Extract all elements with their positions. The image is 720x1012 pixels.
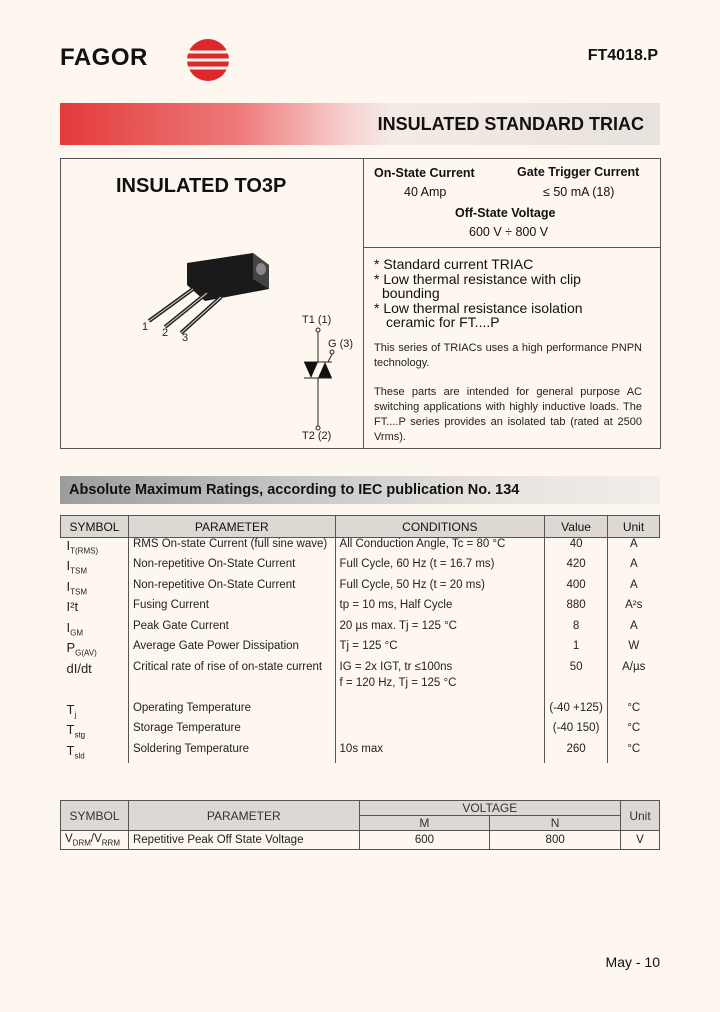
value-cell: 420 [545,558,608,579]
title-banner [60,103,660,145]
feature-list [374,257,654,330]
terminal-t2-label: T2 (2) [302,430,332,442]
voltage-symbol-cell: $V_{DRM}/V_{RRM}$ [61,831,129,850]
table-row [61,599,660,620]
unit-cell: A [608,558,660,579]
symbol-cell: $I_{T(RMS)}$ [66,538,99,556]
off-state-voltage-value: 600 V ÷ 800 V [469,225,549,239]
unit-cell: W [608,640,660,661]
symbol-cell: I²t [66,599,79,614]
symbol-cell: $P_{G(AV)}$ [66,640,97,658]
feature-item: bounding [382,285,440,301]
parameter-cell: Critical rate of rise of on-state current [128,661,335,702]
unit-cell: °C [608,702,660,723]
gate-trigger-current-label: Gate Trigger Current [517,165,640,179]
table-row [61,722,660,743]
voltage-table [60,800,660,850]
voltage-header-unit: Unit [621,801,660,831]
pin-label-1: 1 [142,321,149,333]
column-header-symbol: SYMBOL [61,516,129,538]
table-row [61,620,660,641]
voltage-parameter-cell: Repetitive Peak Off State Voltage [128,831,359,850]
parameter-cell: Average Gate Power Dissipation [128,640,335,661]
unit-cell: A [608,538,660,559]
voltage-m-cell: 600 [359,831,490,850]
feature-item: * Standard current TRIAC [374,256,534,272]
on-state-current-label: On-State Current [374,166,475,180]
voltage-header-n: N [490,816,621,831]
voltage-header-voltage: VOLTAGE [359,801,620,816]
table-row [61,702,660,723]
frame-divider-horizontal [363,247,661,248]
value-cell: 400 [545,579,608,600]
abs-max-section-bar [60,476,660,504]
parameter-cell: RMS On-state Current (full sine wave) [128,538,335,559]
value-cell: 8 [545,620,608,641]
off-state-voltage-label: Off-State Voltage [455,206,556,220]
parameter-cell: Storage Temperature [128,722,335,743]
conditions-cell: Full Cycle, 60 Hz (t = 16.7 ms) [335,558,545,579]
triac-symbol-icon [298,326,348,432]
conditions-cell: All Conduction Angle, Tc = 80 °C [335,538,545,559]
terminal-t1-label: T1 (1) [302,314,332,326]
feature-item: * Low thermal resistance isolation [374,299,583,316]
column-header-unit: Unit [608,516,660,538]
value-cell: (-40 +125) [545,702,608,723]
conditions-cell: tp = 10 ms, Half Cycle [335,599,545,620]
footer-date: May - 10 [605,954,660,970]
conditions-cell [335,702,545,723]
column-header-parameter: PARAMETER [128,516,335,538]
conditions-cell: Tj = 125 °C [335,640,545,661]
unit-cell: °C [608,722,660,743]
fagor-logo-icon [178,38,238,82]
symbol-cell: dI/dt [66,660,92,676]
conditions-cell: 10s max [335,743,545,764]
symbol-cell: $T_j$ [66,701,77,720]
feature-item: ceramic for FT....P [386,314,500,330]
brand-name: FAGOR [60,44,148,71]
description-paragraph-2: These parts are intended for general purpose AC switching applications with highly inductive loads. The FT....P series provides an isolated tab (rated at 2500 Vrms). [374,386,642,443]
value-cell: 40 [545,538,608,559]
to3p-package-icon [135,245,285,345]
conditions-cell: IG = 2x IGT, tr ≤100ns f = 120 Hz, Tj = 125 °C [335,661,545,702]
parameter-cell: Operating Temperature [128,702,335,723]
unit-cell: A²s [608,599,660,620]
voltage-header-row [61,801,660,816]
symbol-cell: $T_{stg}$ [66,722,86,740]
abs-max-table [60,515,660,763]
table-row [61,579,660,600]
feature-item: * Low thermal resistance with clip [374,270,581,287]
frame-divider-vertical [363,158,364,449]
table-row [61,661,660,702]
table-header-row [61,516,660,538]
value-cell: 260 [545,743,608,764]
parameter-cell: Soldering Temperature [128,743,335,764]
unit-cell: A [608,620,660,641]
gate-trigger-current-value: ≤ 50 mA (18) [543,185,615,199]
table-row [61,640,660,661]
abs-max-section-title: Absolute Maximum Ratings, according to IEC publication No. 134 [69,482,520,498]
banner-title: INSULATED STANDARD TRIAC [377,114,644,134]
conditions-cell [335,722,545,743]
symbol-cell: $I_{TSM}$ [66,558,88,576]
parameter-cell: Fusing Current [128,599,335,620]
pin-label-3: 3 [182,332,189,344]
table-row [61,538,660,559]
unit-cell: A [608,579,660,600]
parameter-cell: Non-repetitive On-State Current [128,579,335,600]
value-cell: 1 [545,640,608,661]
unit-cell: A/µs [608,661,660,702]
unit-cell: °C [608,743,660,764]
value-cell: (-40 150) [545,722,608,743]
value-cell: 50 [545,661,608,702]
voltage-header-m: M [359,816,490,831]
table-row [61,558,660,579]
description-paragraph-1: This series of TRIACs uses a high performance PNPN technology. [374,342,642,369]
table-row [61,743,660,764]
part-number: FT4018.P [587,47,658,64]
symbol-cell: $T_{sld}$ [66,742,85,761]
parameter-cell: Non-repetitive On-State Current [128,558,335,579]
voltage-header-parameter: PARAMETER [128,801,359,831]
parameter-cell: Peak Gate Current [128,620,335,641]
voltage-unit-cell: V [621,831,660,850]
voltage-n-cell: 800 [490,831,621,850]
value-cell: 880 [545,599,608,620]
table-row [61,831,660,850]
symbol-cell: $I_{GM}$ [66,619,84,638]
column-header-conditions: CONDITIONS [335,516,545,538]
pin-label-2: 2 [162,327,169,339]
conditions-cell: Full Cycle, 50 Hz (t = 20 ms) [335,579,545,600]
conditions-cell: 20 µs max. Tj = 125 °C [335,620,545,641]
column-header-value: Value [545,516,608,538]
symbol-cell: $I_{TSM}$ [66,578,88,597]
on-state-current-value: 40 Amp [404,185,447,199]
terminal-gate-label: G (3) [328,338,354,350]
package-title: INSULATED TO3P [116,175,287,197]
voltage-header-symbol: SYMBOL [61,801,129,831]
